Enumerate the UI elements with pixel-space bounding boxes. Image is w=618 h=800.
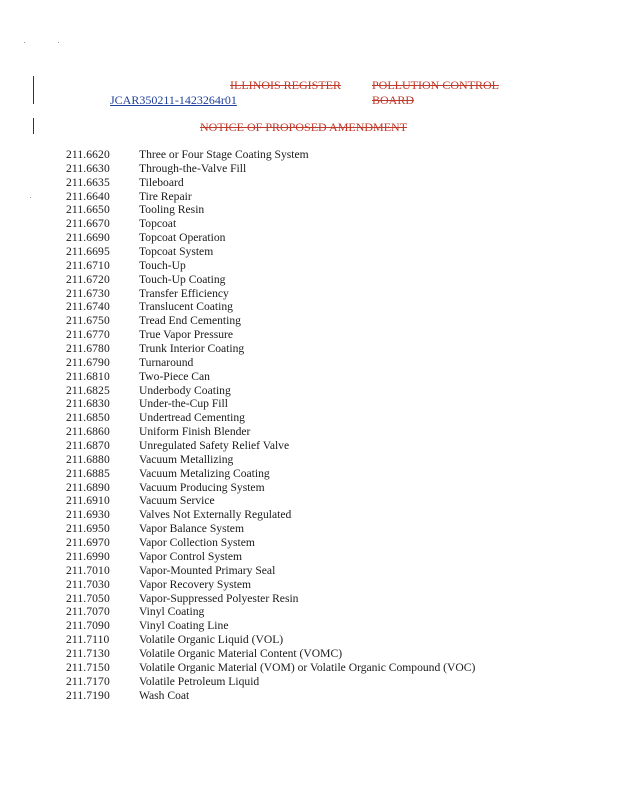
section-term: Two-Piece Can — [139, 369, 210, 383]
section-term: Tileboard — [139, 175, 184, 189]
section-row — [66, 536, 475, 550]
section-row — [66, 411, 475, 425]
section-row — [66, 633, 475, 647]
section-number: 211.6640 — [66, 189, 110, 203]
section-row — [66, 605, 475, 619]
section-row — [66, 217, 475, 231]
section-term: Translucent Coating — [139, 300, 233, 314]
section-number: 211.7090 — [66, 619, 110, 633]
section-row — [66, 592, 475, 606]
section-row — [66, 328, 475, 342]
section-term: Undertread Cementing — [139, 411, 245, 425]
section-number: 211.6780 — [66, 342, 110, 356]
section-row — [66, 203, 475, 217]
section-number: 211.6990 — [66, 549, 110, 563]
section-row — [66, 314, 475, 328]
section-row — [66, 231, 475, 245]
section-number: 211.7190 — [66, 688, 110, 702]
section-term: Volatile Organic Material Content (VOMC) — [139, 646, 343, 660]
section-row — [66, 259, 475, 273]
section-term: Underbody Coating — [139, 383, 231, 397]
section-row — [66, 647, 475, 661]
section-number: 211.7130 — [66, 646, 110, 660]
section-number: 211.6790 — [66, 355, 110, 369]
section-number: 211.6830 — [66, 397, 110, 411]
section-term: Volatile Petroleum Liquid — [139, 674, 260, 688]
section-number: 211.7170 — [66, 674, 110, 688]
section-list — [66, 148, 475, 702]
section-number: 211.6670 — [66, 217, 110, 231]
section-term: Vinyl Coating — [139, 605, 205, 619]
section-number: 211.6870 — [66, 439, 110, 453]
section-term: Tooling Resin — [139, 203, 205, 217]
section-row — [66, 494, 475, 508]
section-number: 211.6635 — [66, 175, 110, 189]
section-row — [66, 467, 475, 481]
section-row — [66, 425, 475, 439]
section-row — [66, 356, 475, 370]
section-term: True Vapor Pressure — [139, 328, 234, 342]
section-number: 211.6690 — [66, 231, 110, 245]
section-number: 211.7030 — [66, 577, 110, 591]
section-term: Tread End Cementing — [139, 314, 241, 328]
section-row — [66, 273, 475, 287]
section-row — [66, 300, 475, 314]
section-number: 211.7150 — [66, 660, 110, 674]
section-row — [66, 689, 475, 703]
section-term: Vacuum Producing System — [139, 480, 265, 494]
section-term: Vapor Control System — [139, 549, 243, 563]
section-number: 211.6650 — [66, 203, 110, 217]
section-number: 211.6970 — [66, 536, 110, 550]
section-term: Vapor Collection System — [139, 536, 255, 550]
section-row — [66, 439, 475, 453]
section-number: 211.7050 — [66, 591, 110, 605]
section-row — [66, 148, 475, 162]
section-number: 211.6720 — [66, 272, 110, 286]
jcar-code: JCAR350211-1423264r01 — [110, 93, 237, 107]
section-number: 211.6695 — [66, 245, 110, 259]
section-term: Vapor Balance System — [139, 522, 244, 536]
section-number: 211.6850 — [66, 411, 110, 425]
scan-speck — [30, 197, 31, 198]
scan-speck — [24, 42, 25, 43]
section-term: Tire Repair — [139, 189, 192, 203]
section-row — [66, 342, 475, 356]
change-bar — [33, 76, 34, 104]
section-term: Trunk Interior Coating — [139, 342, 245, 356]
section-row — [66, 522, 475, 536]
section-number: 211.6630 — [66, 161, 110, 175]
section-number: 211.6910 — [66, 494, 110, 508]
section-term: Through-the-Valve Fill — [139, 161, 247, 175]
section-number: 211.6950 — [66, 522, 110, 536]
register-title: ILLINOIS REGISTER — [230, 78, 341, 92]
section-number: 211.6810 — [66, 369, 110, 383]
section-term: Vinyl Coating Line — [139, 619, 229, 633]
section-row — [66, 508, 475, 522]
section-row — [66, 176, 475, 190]
section-row — [66, 453, 475, 467]
section-row — [66, 675, 475, 689]
section-number: 211.7010 — [66, 563, 110, 577]
section-row — [66, 564, 475, 578]
section-row — [66, 370, 475, 384]
section-row — [66, 481, 475, 495]
section-row — [66, 162, 475, 176]
section-term: Vacuum Metallizing — [139, 452, 234, 466]
section-number: 211.6620 — [66, 148, 110, 161]
section-number: 211.6825 — [66, 383, 110, 397]
section-number: 211.6770 — [66, 328, 110, 342]
section-row — [66, 384, 475, 398]
board-deleted: POLLUTION CONTROL BOARD — [372, 78, 499, 107]
change-bar — [33, 118, 34, 134]
section-number: 211.7070 — [66, 605, 110, 619]
section-row — [66, 661, 475, 675]
section-number: 211.6750 — [66, 314, 110, 328]
section-term: Wash Coat — [139, 688, 190, 702]
notice-title: NOTICE OF PROPOSED AMENDMENT — [200, 120, 408, 134]
section-number: 211.6890 — [66, 480, 110, 494]
section-row — [66, 397, 475, 411]
section-row — [66, 578, 475, 592]
scan-speck — [58, 42, 59, 43]
section-term: Vapor Recovery System — [139, 577, 252, 591]
section-term: Topcoat System — [139, 245, 214, 259]
section-term: Volatile Organic Liquid (VOL) — [139, 633, 284, 647]
section-row — [66, 287, 475, 301]
section-term: Transfer Efficiency — [139, 286, 229, 300]
section-number: 211.6860 — [66, 425, 110, 439]
section-row — [66, 245, 475, 259]
section-term: Three or Four Stage Coating System — [139, 148, 309, 161]
section-term: Touch-Up Coating — [139, 272, 226, 286]
section-number: 211.6880 — [66, 452, 110, 466]
section-term: Volatile Organic Material (VOM) or Volatile Organic Compound (VOC) — [139, 660, 476, 674]
section-row — [66, 190, 475, 204]
section-number: 211.6740 — [66, 300, 110, 314]
section-number: 211.7110 — [66, 633, 110, 647]
section-term: Topcoat — [139, 217, 177, 231]
section-term: Under-the-Cup Fill — [139, 397, 228, 411]
section-term: Turnaround — [139, 355, 194, 369]
section-term: Vapor-Mounted Primary Seal — [139, 563, 276, 577]
section-number: 211.6930 — [66, 508, 110, 522]
section-term: Vacuum Service — [139, 494, 215, 508]
section-term: Unregulated Safety Relief Valve — [139, 439, 290, 453]
section-term: Topcoat Operation — [139, 231, 226, 245]
section-number: 211.6885 — [66, 466, 110, 480]
section-term: Vacuum Metalizing Coating — [139, 466, 270, 480]
section-term: Touch-Up — [139, 258, 186, 272]
section-term: Uniform Finish Blender — [139, 425, 251, 439]
section-number: 211.6710 — [66, 258, 110, 272]
section-term: Vapor-Suppressed Polyester Resin — [139, 591, 299, 605]
section-row — [66, 619, 475, 633]
section-term: Valves Not Externally Regulated — [139, 508, 292, 522]
section-number: 211.6730 — [66, 286, 110, 300]
section-row — [66, 550, 475, 564]
